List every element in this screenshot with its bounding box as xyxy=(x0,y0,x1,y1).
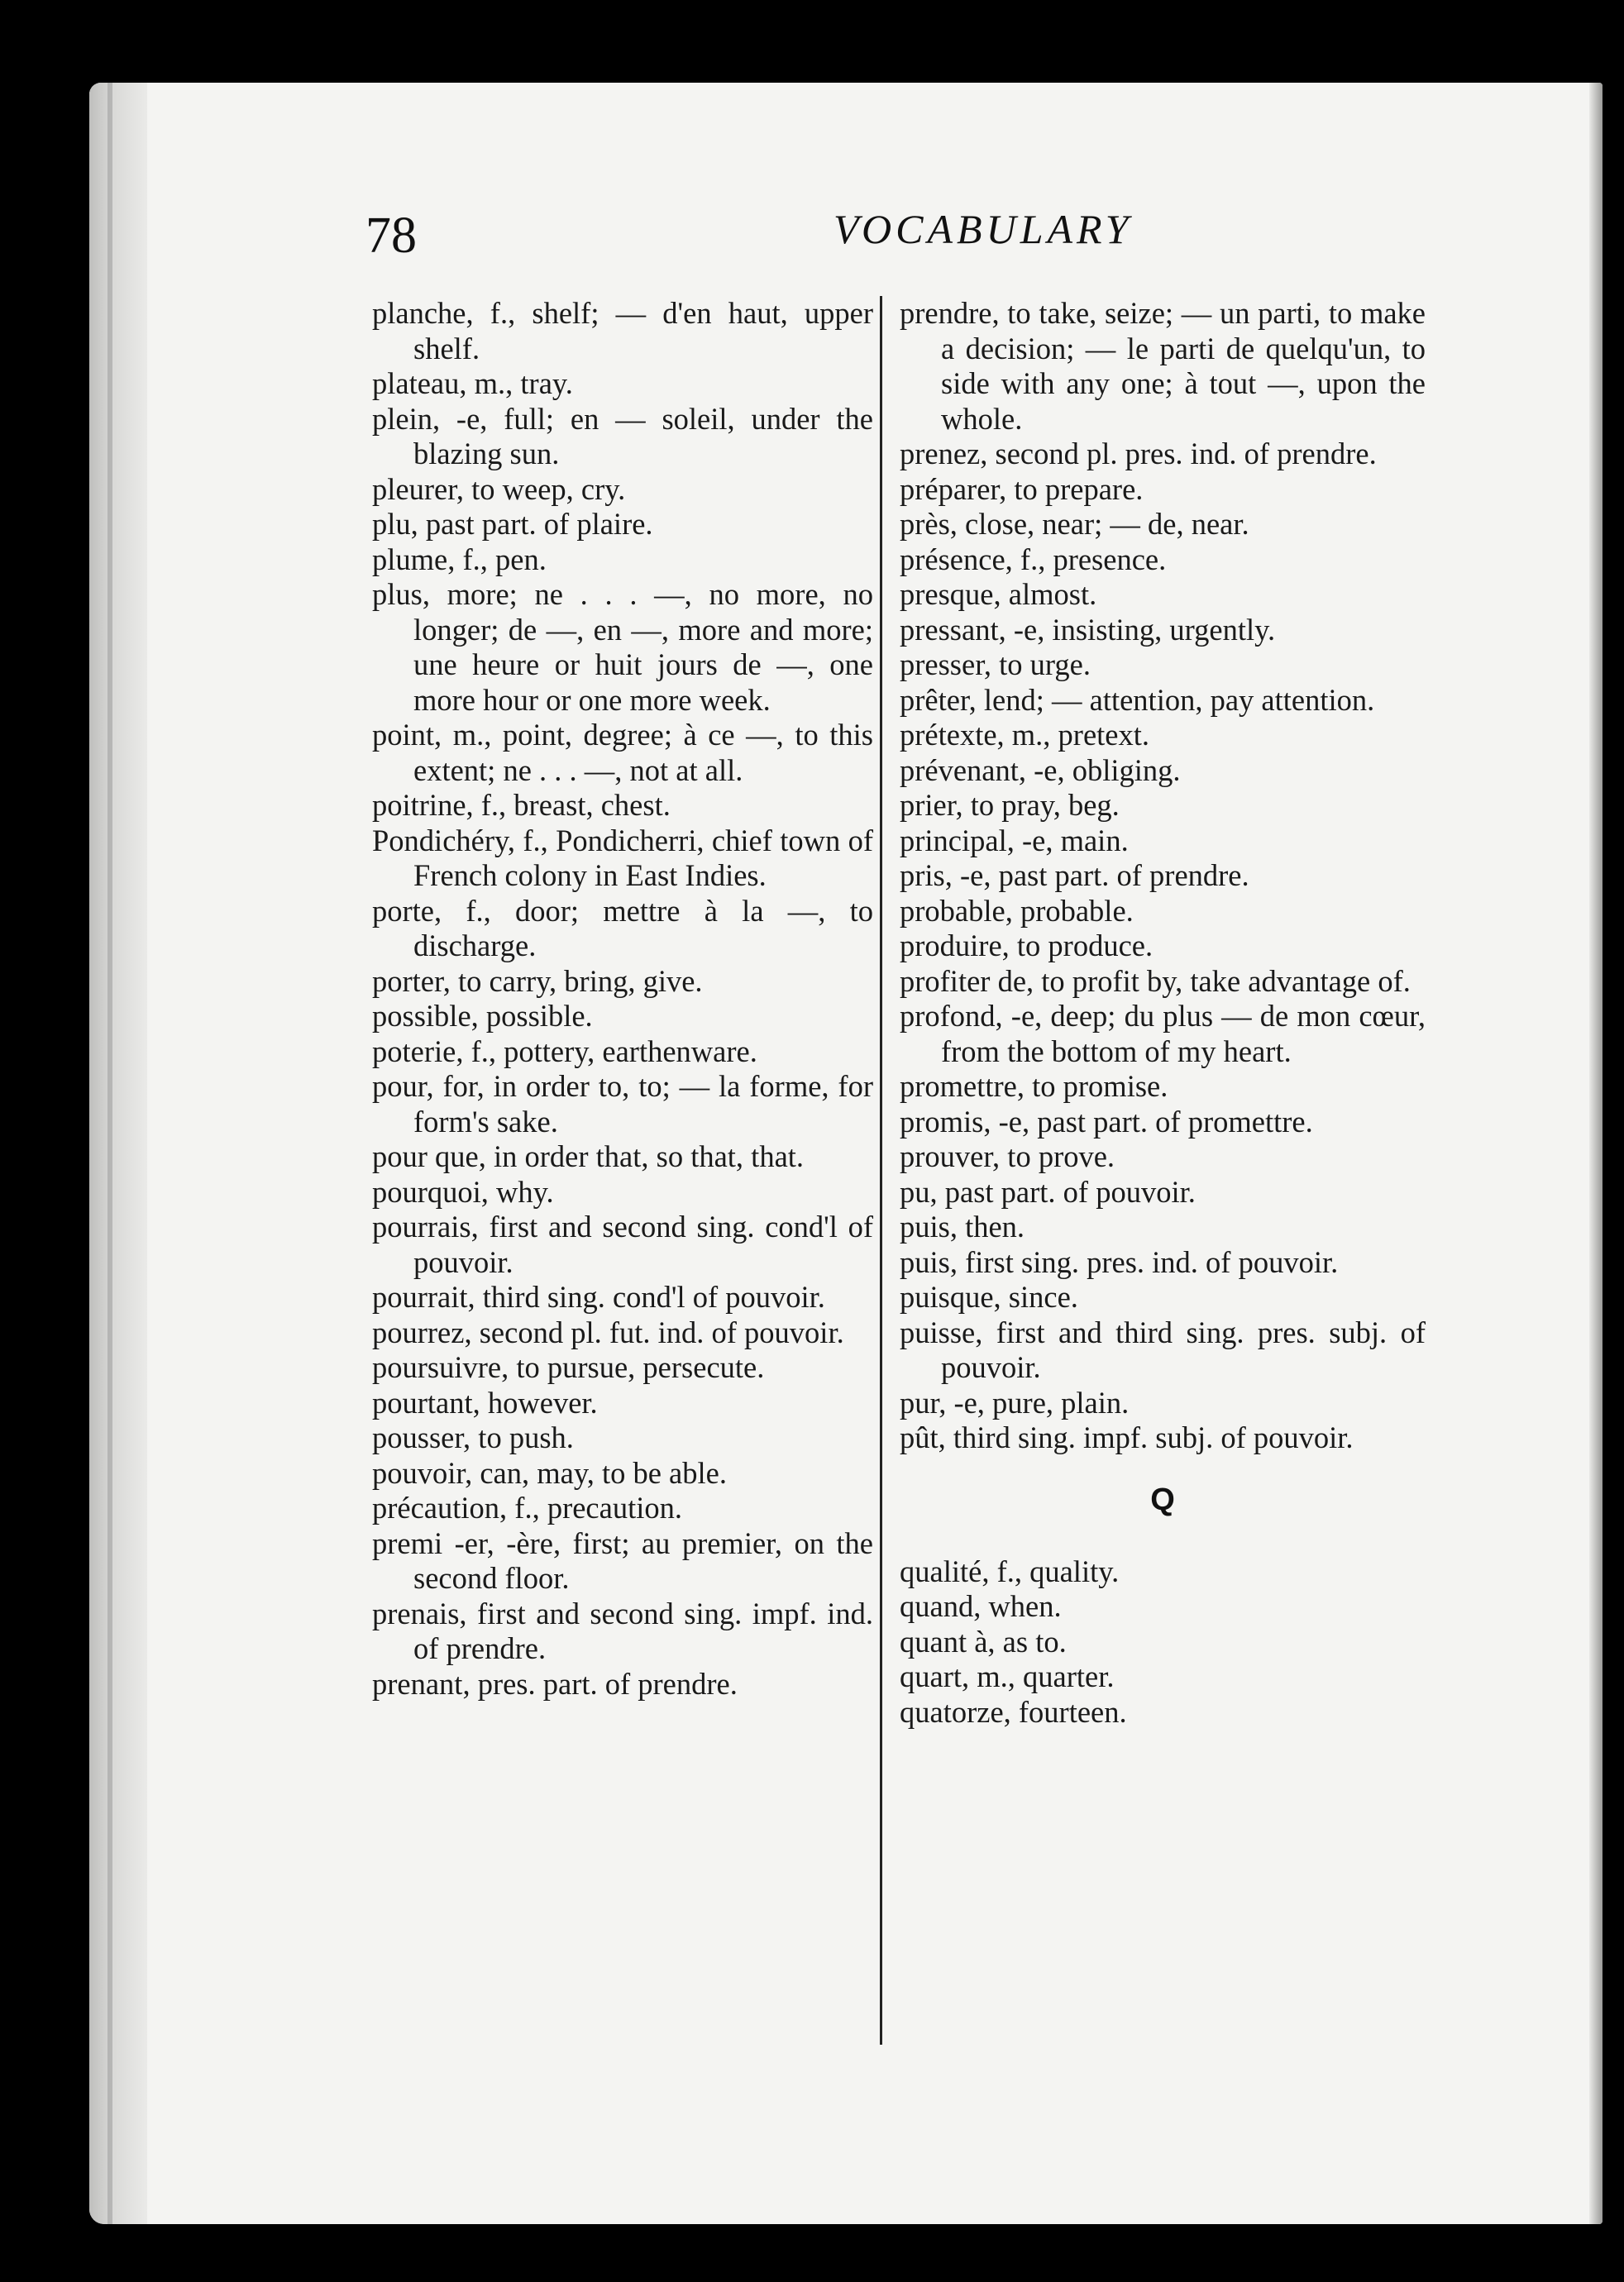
vocab-entry: précaution, f., precaution. xyxy=(372,1491,682,1525)
vocab-entry: pris, -e, past part. of prendre. xyxy=(900,858,1249,892)
vocab-entry: poterie, f., pottery, earthenware. xyxy=(372,1034,757,1068)
vocab-entry: promis, -e, past part. of promettre. xyxy=(900,1104,1313,1139)
vocab-entry: puisse, first and third sing. pres. subj. of pouvoir. xyxy=(900,1315,1426,1384)
vocab-entry: prenez, second pl. pres. ind. of prendre. xyxy=(900,437,1377,470)
column-divider xyxy=(880,296,882,2045)
vocab-entry: prêter, lend; — attention, pay attention. xyxy=(900,682,1375,717)
vocab-entry: quatorze, fourteen. xyxy=(900,1694,1127,1729)
book-page xyxy=(89,83,1603,2224)
vocab-entry: présence, f., presence. xyxy=(900,542,1167,576)
vocab-entry: plateau, m., tray. xyxy=(372,366,573,400)
vocab-entry: point, m., point, degree; à ce —, to this extent; ne . . . —, not at all. xyxy=(372,718,873,787)
vocab-entry: pourtant, however. xyxy=(372,1385,598,1420)
vocab-entry: pourrez, second pl. fut. ind. of pouvoir. xyxy=(372,1315,844,1349)
vocab-entry: plume, f., pen. xyxy=(372,542,547,576)
page-edge-shadow xyxy=(1589,83,1603,2224)
vocab-entry: pousser, to push. xyxy=(372,1420,574,1454)
vocab-entry: puis, first sing. pres. ind. of pouvoir. xyxy=(900,1244,1339,1279)
vocab-entry: puis, then. xyxy=(900,1210,1025,1244)
vocab-entry: planche, f., shelf; — d'en haut, upper shelf. xyxy=(372,296,873,365)
vocab-entry: près, close, near; — de, near. xyxy=(900,507,1249,541)
vocab-entry: pourrait, third sing. cond'l of pouvoir. xyxy=(372,1280,825,1314)
vocab-entry: prendre, to take, seize; — un parti, to make a decision; — le parti de quelqu'un, to side with any one; à tout —, upon the whole. xyxy=(900,296,1426,436)
vocab-entry: premi -er, -ère, first; au premier, on the second floor. xyxy=(372,1525,873,1595)
vocab-entry: profiter de, to profit by, take advantage of. xyxy=(900,963,1411,998)
vocab-entry: presque, almost. xyxy=(900,577,1097,611)
vocab-entry: prenais, first and second sing. impf. ind. of prendre. xyxy=(372,1596,873,1665)
vocab-entry: quart, m., quarter. xyxy=(900,1659,1115,1693)
vocab-entry: prétexte, m., pretext. xyxy=(900,718,1150,752)
vocab-entry: pleurer, to weep, cry. xyxy=(372,471,626,506)
vocab-entry: préparer, to prepare. xyxy=(900,471,1144,506)
vocab-entry: possible, possible. xyxy=(372,999,593,1033)
right-column xyxy=(900,296,1426,1730)
vocab-entry: plus, more; ne . . . —, no more, no longer; de —, en —, more and more; une heure or huit jours de —, one more hour or one more week. xyxy=(372,577,873,717)
vocab-entry: plein, -e, full; en — soleil, under the blazing sun. xyxy=(372,401,873,470)
vocab-entry: profond, -e, deep; du plus — de mon cœur, from the bottom of my heart. xyxy=(900,999,1426,1068)
vocab-entry: qualité, f., quality. xyxy=(900,1554,1120,1588)
vocab-entry: promettre, to promise. xyxy=(900,1069,1168,1103)
vocab-entry: presser, to urge. xyxy=(900,647,1091,681)
vocab-entry: porte, f., door; mettre à la —, to discharge. xyxy=(372,893,873,962)
vocab-entry: prenant, pres. part. of prendre. xyxy=(372,1666,738,1701)
vocab-entry: quant à, as to. xyxy=(900,1624,1067,1659)
vocab-entry: pût, third sing. impf. subj. of pouvoir. xyxy=(900,1420,1354,1454)
vocab-entry: pur, -e, pure, plain. xyxy=(900,1385,1130,1420)
vocab-entry: pour, for, in order to, to; — la forme, for form's sake. xyxy=(372,1069,873,1139)
vocab-entry: Pondichéry, f., Pondicherri, chief town of French colony in East Indies. xyxy=(372,823,873,892)
vocab-entry: pressant, -e, insisting, urgently. xyxy=(900,612,1276,647)
vocab-entry: prier, to pray, beg. xyxy=(900,788,1120,822)
vocab-entry: puisque, since. xyxy=(900,1280,1078,1314)
page-binding xyxy=(89,83,147,2224)
vocab-entry: plu, past part. of plaire. xyxy=(372,507,653,541)
vocab-entry: pour que, in order that, so that, that. xyxy=(372,1139,805,1173)
left-column xyxy=(372,296,873,1702)
vocab-entry: porter, to carry, bring, give. xyxy=(372,963,703,998)
section-letter-heading: Q xyxy=(1150,1482,1175,1517)
page-number: 78 xyxy=(365,208,417,264)
vocab-entry: poursuivre, to pursue, persecute. xyxy=(372,1350,765,1384)
vocab-entry: pourrais, first and second sing. cond'l of pouvoir. xyxy=(372,1210,873,1279)
vocab-entry: prévenant, -e, obliging. xyxy=(900,752,1181,787)
vocab-entry: pouvoir, can, may, to be able. xyxy=(372,1455,727,1490)
vocab-entry: quand, when. xyxy=(900,1589,1062,1623)
vocab-entry: produire, to produce. xyxy=(900,929,1154,962)
vocab-entry: prouver, to prove. xyxy=(900,1139,1115,1173)
running-head: VOCABULARY xyxy=(833,206,1133,252)
vocab-entry: probable, probable. xyxy=(900,893,1134,928)
vocab-entry: principal, -e, main. xyxy=(900,823,1129,857)
vocab-entry: pu, past part. of pouvoir. xyxy=(900,1174,1196,1209)
vocab-entry: poitrine, f., breast, chest. xyxy=(372,788,671,822)
vocab-entry: pourquoi, why. xyxy=(372,1174,554,1209)
